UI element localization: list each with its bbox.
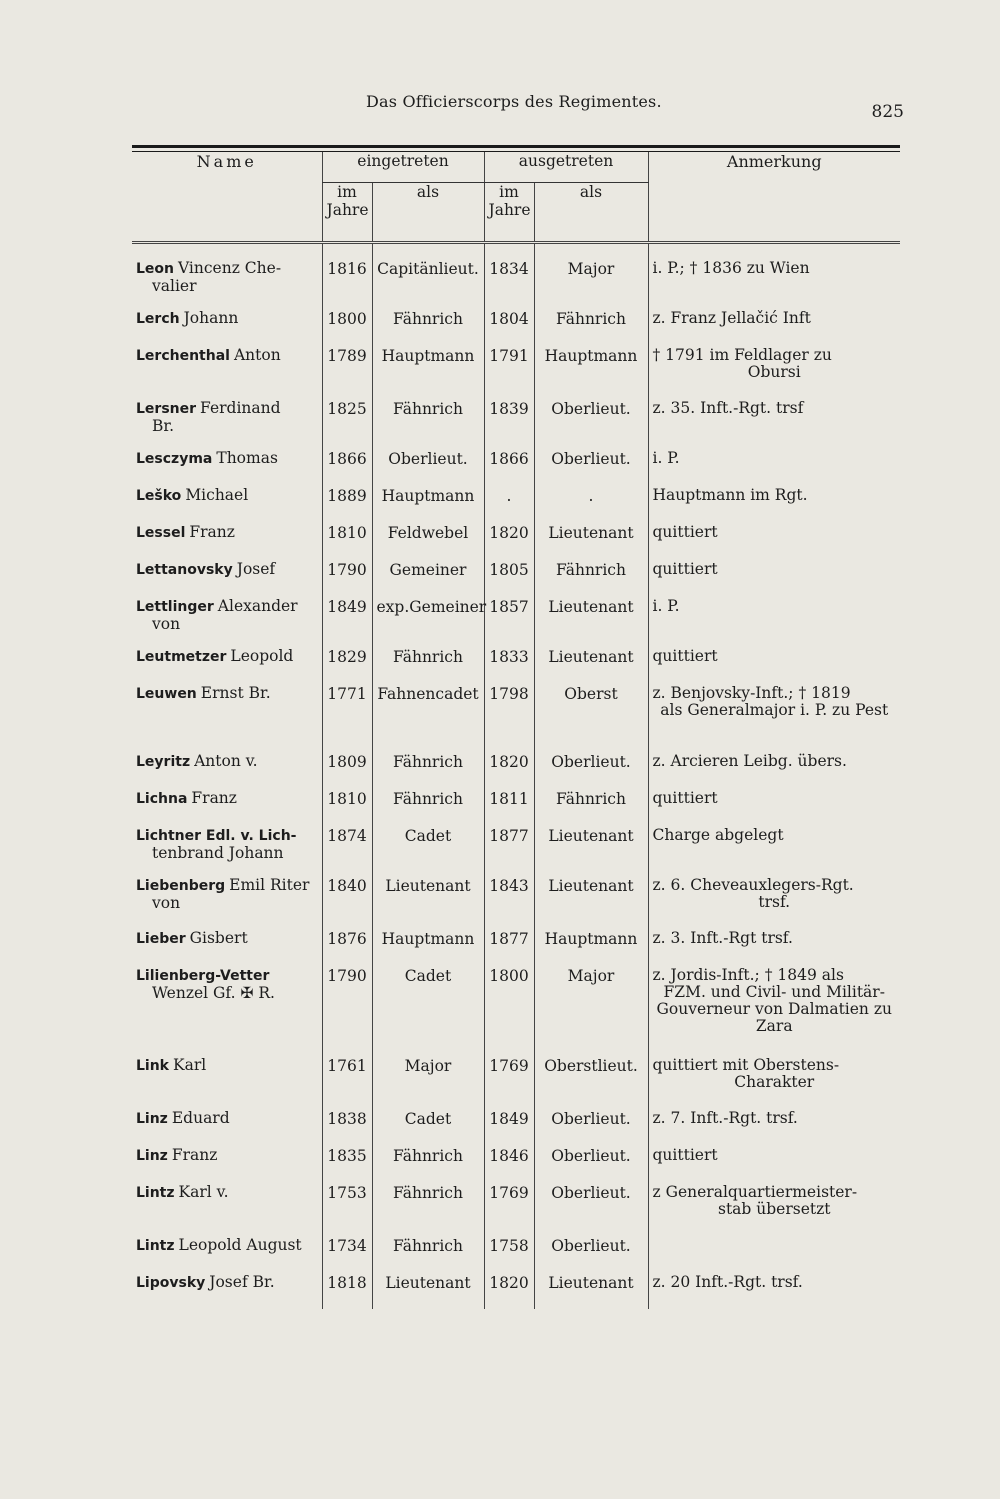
year-left: 1839 — [484, 398, 534, 448]
officer-name — [132, 1235, 322, 1272]
year-left: 1798 — [484, 683, 534, 751]
given-name: Gisbert — [189, 929, 248, 947]
name-continuation: von — [152, 615, 181, 633]
rank-left: Major — [534, 965, 648, 1055]
officer-name — [132, 1108, 322, 1145]
year-left: 1877 — [484, 928, 534, 965]
officer-name — [132, 875, 322, 928]
header-separator — [132, 243, 900, 259]
rank-entered: Fähnrich — [372, 788, 484, 825]
rank-left: Lieutenant — [534, 825, 648, 875]
given-name: Ernst Br. — [200, 684, 271, 702]
remark — [648, 485, 900, 522]
rank-left: Fähnrich — [534, 308, 648, 345]
remark-text: z. Franz Jellačić Inft — [652, 309, 811, 327]
rank-left: Oberlieut. — [534, 1235, 648, 1272]
rank-left: Lieutenant — [534, 522, 648, 559]
year-left: 1820 — [484, 522, 534, 559]
rank-left: Oberstlieut. — [534, 1055, 648, 1108]
surname: Lichna — [136, 791, 188, 807]
officer-name — [132, 398, 322, 448]
given-name: Leopold August — [178, 1236, 302, 1254]
table-row — [132, 1055, 900, 1108]
surname: Linz — [136, 1111, 168, 1127]
rank-entered: Hauptmann — [372, 928, 484, 965]
table-row — [132, 788, 900, 825]
remark-text: z. Arcieren Leibg. übers. — [652, 752, 847, 770]
remark-text: i. P.; † 1836 zu Wien — [652, 259, 810, 277]
year-left: 1805 — [484, 559, 534, 596]
remark — [648, 788, 900, 825]
surname: Lichtner Edl. v. Lich- — [136, 828, 297, 844]
surname: Lilienberg-Vetter — [136, 968, 270, 984]
remark-text: i. P. — [652, 449, 680, 467]
year-entered: 1753 — [322, 1182, 372, 1235]
surname: Lintz — [136, 1185, 175, 1201]
given-name: Anton v. — [194, 752, 258, 770]
remark — [648, 1182, 900, 1235]
table-row — [132, 448, 900, 485]
year-entered: 1761 — [322, 1055, 372, 1108]
rank-entered: Cadet — [372, 965, 484, 1055]
year-left: 1849 — [484, 1108, 534, 1145]
rank-entered: Fähnrich — [372, 308, 484, 345]
remark-text: † 1791 im Feldlager zu — [652, 346, 832, 364]
remark — [648, 308, 900, 345]
officer-name — [132, 308, 322, 345]
year-left: 1866 — [484, 448, 534, 485]
table-row — [132, 825, 900, 875]
officer-name — [132, 1272, 322, 1309]
table-row — [132, 875, 900, 928]
officers-table-body — [132, 243, 900, 1310]
column-group-eingetreten: eingetreten — [322, 152, 484, 183]
year-entered: 1838 — [322, 1108, 372, 1145]
surname: Leutmetzer — [136, 649, 227, 665]
rank-entered: Lieutenant — [372, 1272, 484, 1309]
year-entered: 1835 — [322, 1145, 372, 1182]
remark-text: z. 3. Inft.-Rgt trsf. — [652, 929, 793, 947]
table-row — [132, 596, 900, 646]
name-continuation: Br. — [152, 417, 175, 435]
remark — [648, 825, 900, 875]
remark-text: quittiert — [652, 789, 718, 807]
surname: Lettanovsky — [136, 562, 233, 578]
given-name: Franz — [189, 523, 235, 541]
given-name: Michael — [185, 486, 249, 504]
rank-entered: Hauptmann — [372, 345, 484, 398]
year-left: 1843 — [484, 875, 534, 928]
officers-table — [132, 152, 900, 1309]
surname: Leuwen — [136, 686, 197, 702]
year-entered: 1810 — [322, 522, 372, 559]
surname: Leško — [136, 488, 182, 504]
table-row — [132, 1182, 900, 1235]
rank-left: Oberlieut. — [534, 1145, 648, 1182]
rank-left: Lieutenant — [534, 646, 648, 683]
rank-left: Oberlieut. — [534, 398, 648, 448]
year-left: 1834 — [484, 258, 534, 308]
surname: Lerch — [136, 311, 180, 327]
remark-text: z. 6. Cheveauxlegers-Rgt. — [652, 876, 854, 894]
table-row — [132, 683, 900, 751]
remark-text: quittiert — [652, 1146, 718, 1164]
rank-entered: Oberlieut. — [372, 448, 484, 485]
running-title: Das Officierscorps des Regimentes. — [366, 92, 662, 111]
given-name: Emil Riter — [229, 876, 310, 894]
given-name: Johann — [183, 309, 239, 327]
remark — [648, 522, 900, 559]
year-entered: 1874 — [322, 825, 372, 875]
table-row — [132, 646, 900, 683]
given-name: Alexander — [217, 597, 298, 615]
officer-name — [132, 683, 322, 751]
rank-entered: Hauptmann — [372, 485, 484, 522]
table-row — [132, 258, 900, 308]
remark-text: Hauptmann im Rgt. — [652, 486, 808, 504]
table-row — [132, 308, 900, 345]
year-entered: 1810 — [322, 788, 372, 825]
remark-text: z. Benjovsky-Inft.; † 1819 — [652, 684, 851, 702]
given-name: Anton — [233, 346, 281, 364]
rank-entered: Lieutenant — [372, 875, 484, 928]
remark — [648, 683, 900, 751]
rank-entered: Cadet — [372, 825, 484, 875]
year-entered: 1876 — [322, 928, 372, 965]
rank-entered: Capitänlieut. — [372, 258, 484, 308]
table-row — [132, 965, 900, 1055]
remark — [648, 965, 900, 1055]
remark-text: z. 20 Inft.-Rgt. trsf. — [652, 1273, 803, 1291]
remark — [648, 928, 900, 965]
rank-entered: Fähnrich — [372, 398, 484, 448]
table-row — [132, 485, 900, 522]
remark — [648, 875, 900, 928]
column-header-als-in: als — [372, 183, 484, 243]
surname: Lessel — [136, 525, 186, 541]
remark — [648, 1055, 900, 1108]
year-left: 1804 — [484, 308, 534, 345]
rank-entered: Fähnrich — [372, 751, 484, 788]
surname: Liebenberg — [136, 878, 226, 894]
rank-entered: Major — [372, 1055, 484, 1108]
officer-name — [132, 345, 322, 398]
table-row — [132, 928, 900, 965]
table-row — [132, 751, 900, 788]
remark-text: z Generalquartiermeister- — [652, 1183, 858, 1201]
remark-continuation: Charakter — [734, 1073, 815, 1091]
year-left: 1800 — [484, 965, 534, 1055]
surname: Lersner — [136, 401, 197, 417]
name-continuation: valier — [152, 277, 197, 295]
remark — [648, 258, 900, 308]
given-name: Josef Br. — [209, 1273, 275, 1291]
year-left: 1820 — [484, 1272, 534, 1309]
officer-name — [132, 751, 322, 788]
officer-name — [132, 485, 322, 522]
name-continuation: von — [152, 894, 181, 912]
officer-name — [132, 646, 322, 683]
year-entered: 1829 — [322, 646, 372, 683]
year-left: 1769 — [484, 1055, 534, 1108]
column-group-ausgetreten: ausgetreten — [484, 152, 648, 183]
remark-continuation: Obursi — [747, 363, 801, 381]
surname: Lipovsky — [136, 1275, 206, 1291]
rank-left: Fähnrich — [534, 559, 648, 596]
rank-left: Hauptmann — [534, 345, 648, 398]
surname: Linz — [136, 1148, 168, 1164]
table-row — [132, 559, 900, 596]
remark-text: z. Jordis-Inft.; † 1849 als — [652, 966, 844, 984]
year-entered: 1790 — [322, 965, 372, 1055]
remark-continuation: stab übersetzt — [717, 1200, 831, 1218]
surname: Link — [136, 1058, 169, 1074]
year-entered: 1789 — [322, 345, 372, 398]
year-entered: 1849 — [322, 596, 372, 646]
given-name: Eduard — [171, 1109, 230, 1127]
rank-left: Lieutenant — [534, 875, 648, 928]
given-name: Vincenz Che- — [178, 259, 282, 277]
given-name: Franz — [171, 1146, 218, 1164]
officer-name — [132, 825, 322, 875]
given-name: Karl v. — [178, 1183, 229, 1201]
rank-left: Lieutenant — [534, 596, 648, 646]
officer-name — [132, 258, 322, 308]
column-header-als-out: als — [534, 183, 648, 243]
rank-left: Oberlieut. — [534, 448, 648, 485]
year-left: 1877 — [484, 825, 534, 875]
rank-entered: Feldwebel — [372, 522, 484, 559]
remark — [648, 345, 900, 398]
surname: Lettlinger — [136, 599, 214, 615]
rank-left: Oberlieut. — [534, 751, 648, 788]
remark — [648, 751, 900, 788]
page-number: 825 — [871, 102, 904, 122]
year-entered: 1771 — [322, 683, 372, 751]
top-rule — [132, 145, 900, 148]
year-left: 1833 — [484, 646, 534, 683]
table-row — [132, 398, 900, 448]
surname: Lieber — [136, 931, 186, 947]
surname: Lerchenthal — [136, 348, 230, 364]
column-header-anmerkung: Anmerkung — [648, 152, 900, 243]
rank-left: Oberlieut. — [534, 1182, 648, 1235]
remark-text: z. 7. Inft.-Rgt. trsf. — [652, 1109, 798, 1127]
rank-left: Oberlieut. — [534, 1108, 648, 1145]
remark — [648, 596, 900, 646]
year-left: . — [484, 485, 534, 522]
column-header-name: Name — [132, 152, 322, 243]
column-header-year-out: im Jahre — [484, 183, 534, 243]
name-continuation: Wenzel Gf. ✠ R. — [152, 984, 275, 1002]
given-name: Ferdinand — [200, 399, 281, 417]
officer-name — [132, 559, 322, 596]
surname: Lintz — [136, 1238, 175, 1254]
surname: Leon — [136, 261, 175, 277]
remark-text: Charge abgelegt — [652, 826, 784, 844]
year-left: 1758 — [484, 1235, 534, 1272]
name-continuation: tenbrand Johann — [152, 844, 284, 862]
column-header-year-in: im Jahre — [322, 183, 372, 243]
year-entered: 1866 — [322, 448, 372, 485]
rank-left: Oberst — [534, 683, 648, 751]
year-entered: 1825 — [322, 398, 372, 448]
rank-entered: exp.Gemeiner — [372, 596, 484, 646]
rank-left: Major — [534, 258, 648, 308]
year-entered: 1734 — [322, 1235, 372, 1272]
year-entered: 1840 — [322, 875, 372, 928]
officer-name — [132, 788, 322, 825]
table-row — [132, 1145, 900, 1182]
rank-left: Fähnrich — [534, 788, 648, 825]
rank-entered: Fähnrich — [372, 1235, 484, 1272]
remark-text: quittiert — [652, 647, 718, 665]
surname: Leyritz — [136, 754, 191, 770]
remark-text: z. 35. Inft.-Rgt. trsf — [652, 399, 804, 417]
rank-entered: Fähnrich — [372, 1182, 484, 1235]
rank-entered: Fähnrich — [372, 1145, 484, 1182]
page-header — [0, 92, 1000, 122]
table-row — [132, 522, 900, 559]
year-left: 1769 — [484, 1182, 534, 1235]
year-left: 1820 — [484, 751, 534, 788]
rank-left: Hauptmann — [534, 928, 648, 965]
rank-entered: Cadet — [372, 1108, 484, 1145]
year-entered: 1809 — [322, 751, 372, 788]
officer-name — [132, 596, 322, 646]
rank-entered: Fähnrich — [372, 646, 484, 683]
rank-left: . — [534, 485, 648, 522]
remark-text: quittiert mit Oberstens- — [652, 1056, 840, 1074]
rank-entered: Gemeiner — [372, 559, 484, 596]
officer-name — [132, 1182, 322, 1235]
year-entered: 1816 — [322, 258, 372, 308]
officer-name — [132, 1055, 322, 1108]
officer-name — [132, 1145, 322, 1182]
officers-table-wrap — [132, 145, 900, 1309]
year-left: 1857 — [484, 596, 534, 646]
table-row — [132, 1108, 900, 1145]
given-name: Thomas — [216, 449, 278, 467]
remark-text: i. P. — [652, 597, 680, 615]
officer-name — [132, 928, 322, 965]
table-row — [132, 1272, 900, 1309]
table-row — [132, 345, 900, 398]
remark-continuation: FZM. und Civil- und Militär-Gouverneur von Dalmatien zu Zara — [656, 983, 892, 1035]
given-name: Karl — [173, 1056, 207, 1074]
year-entered: 1818 — [322, 1272, 372, 1309]
remark-text: quittiert — [652, 560, 718, 578]
remark — [648, 398, 900, 448]
given-name: Franz — [191, 789, 237, 807]
year-left: 1846 — [484, 1145, 534, 1182]
table-row — [132, 1235, 900, 1272]
remark — [648, 646, 900, 683]
given-name: Josef — [236, 560, 276, 578]
remark — [648, 1145, 900, 1182]
officer-name — [132, 448, 322, 485]
year-left: 1811 — [484, 788, 534, 825]
remark — [648, 1272, 900, 1309]
year-left: 1791 — [484, 345, 534, 398]
remark — [648, 1235, 900, 1272]
rank-left: Lieutenant — [534, 1272, 648, 1309]
rank-entered: Fahnencadet — [372, 683, 484, 751]
year-entered: 1790 — [322, 559, 372, 596]
remark — [648, 559, 900, 596]
year-entered: 1889 — [322, 485, 372, 522]
officer-name — [132, 965, 322, 1055]
remark — [648, 448, 900, 485]
remark-text: quittiert — [652, 523, 718, 541]
year-entered: 1800 — [322, 308, 372, 345]
remark — [648, 1108, 900, 1145]
surname: Lesczyma — [136, 451, 213, 467]
officer-name — [132, 522, 322, 559]
remark-continuation: trsf. — [758, 893, 791, 911]
given-name: Leopold — [230, 647, 294, 665]
remark-continuation: als Generalmajor i. P. zu Pest — [660, 701, 889, 719]
